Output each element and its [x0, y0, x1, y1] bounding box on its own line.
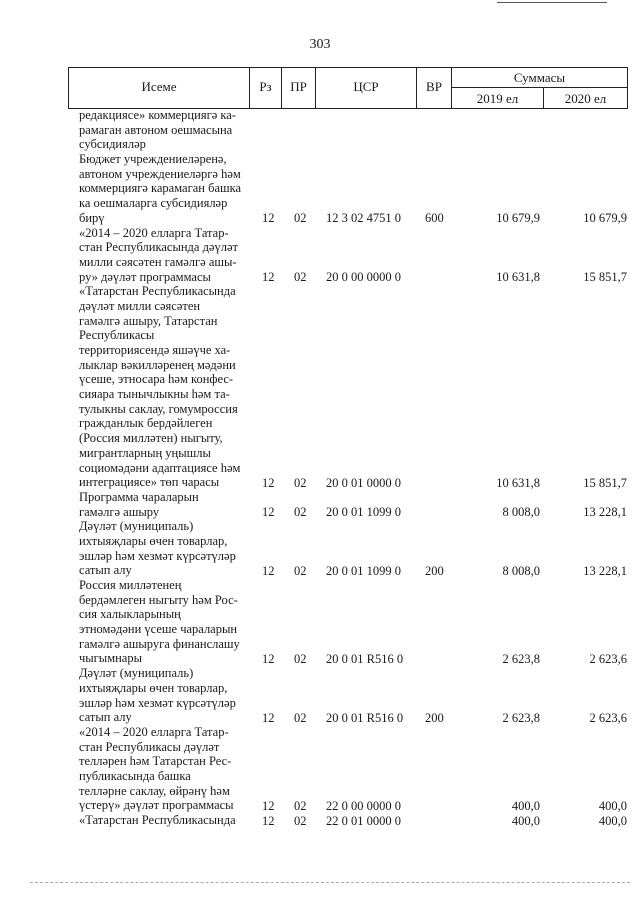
- item-name-line: субсидияләр: [79, 137, 146, 152]
- item-name-line: сатып алу: [79, 563, 132, 578]
- item-name-line: тулыкны саклау, гомумроссия: [79, 401, 238, 416]
- item-name-line: интеграциясе» төп чарасы: [79, 475, 220, 490]
- item-name-line: «2014 – 2020 елларга Татар-: [79, 225, 229, 240]
- cell-sum-2019: 10 631,8: [496, 475, 540, 490]
- cell-vr: 600: [425, 210, 444, 225]
- item-name-line: чыгымнары: [79, 651, 143, 666]
- item-name-line: Программа чараларын: [79, 489, 199, 504]
- table-row: [0, 211, 640, 226]
- header-rz: Рз: [259, 79, 272, 94]
- item-name-line: редакциясе» коммерциягә ка-: [79, 108, 236, 122]
- table-header: [68, 67, 628, 109]
- cell-pr: 02: [294, 504, 307, 519]
- table-row: [0, 652, 640, 667]
- cell-csr: 20 0 01 1099 0: [326, 563, 401, 578]
- cell-vr: 200: [425, 563, 444, 578]
- header-vr: ВР: [426, 79, 442, 94]
- cell-pr: 02: [294, 813, 307, 828]
- table-row: [0, 711, 640, 726]
- item-name-line: телләрне саклау, өйрәнү һәм: [79, 783, 230, 798]
- bottom-rule: [30, 882, 630, 884]
- cell-sum-2019: 8 008,0: [502, 504, 540, 519]
- cell-rz: 12: [262, 798, 275, 813]
- item-name-line: мигрантларның уңышлы: [79, 445, 211, 460]
- item-name-line: стан Республикасында дәүләт: [79, 240, 238, 255]
- cell-rz: 12: [262, 813, 275, 828]
- item-name-line: сатып алу: [79, 710, 132, 725]
- item-name-line: үсеше, этносара һәм конфес-: [79, 372, 234, 387]
- table-row: [0, 814, 640, 829]
- item-name-line: «2014 – 2020 елларга Татар-: [79, 724, 229, 739]
- cell-pr: 02: [294, 269, 307, 284]
- cell-sum-2020: 400,0: [598, 813, 627, 828]
- item-name-line: гражданлык бердәйлеген: [79, 416, 213, 431]
- header-csr: ЦСР: [353, 79, 379, 94]
- cell-pr: 02: [294, 563, 307, 578]
- item-name-line: бердәмлеген ныгыту һәм Рос-: [79, 592, 238, 607]
- cell-sum-2019: 400,0: [511, 798, 540, 813]
- item-name-line: сияара тынычлыкны һәм та-: [79, 387, 230, 402]
- item-name-line: автоном учреждениеләргә һәм: [79, 166, 241, 181]
- table-row: [0, 505, 640, 520]
- item-name-line: эшләр һәм хезмәт күрсәтүләр: [79, 695, 236, 710]
- item-name-line: ка оешмаларга субсидияләр: [79, 196, 228, 211]
- item-name-line: коммерциягә карамаган башка: [79, 181, 242, 196]
- cell-rz: 12: [262, 504, 275, 519]
- cell-sum-2019: 2 623,8: [502, 710, 540, 725]
- item-name-line: этномәдәни үсеше чараларын: [79, 622, 238, 637]
- item-name-line: социомәдәни адаптациясе һәм: [79, 460, 241, 475]
- cell-csr: 22 0 01 0000 0: [326, 813, 401, 828]
- cell-rz: 12: [262, 710, 275, 725]
- table-row: [0, 799, 640, 814]
- cell-sum-2019: 8 008,0: [502, 563, 540, 578]
- item-name-line: эшләр һәм хезмәт күрсәтүләр: [79, 548, 236, 563]
- cell-sum-2019: 400,0: [511, 813, 540, 828]
- cell-csr: 22 0 00 0000 0: [326, 798, 401, 813]
- item-name-line: дәүләт милли сәясәтен: [79, 298, 201, 313]
- cell-csr: 20 0 01 0000 0: [326, 475, 401, 490]
- item-name-line: «Татарстан Республикасында: [79, 284, 236, 299]
- header-2020: 2020 ел: [564, 91, 607, 106]
- cell-rz: 12: [262, 651, 275, 666]
- cell-vr: 200: [425, 710, 444, 725]
- cell-sum-2020: 10 679,9: [583, 210, 627, 225]
- item-name-line: телләрен һәм Татарстан Рес-: [79, 754, 232, 769]
- cell-sum-2020: 2 623,6: [589, 710, 627, 725]
- cell-sum-2020: 400,0: [598, 798, 627, 813]
- cell-sum-2020: 13 228,1: [583, 563, 627, 578]
- table-row: [0, 270, 640, 285]
- cell-pr: 02: [294, 710, 307, 725]
- item-name-line: рамаган автоном оешмасына: [79, 122, 233, 137]
- item-name-line: Дәүләт (муниципаль): [79, 666, 194, 681]
- cell-pr: 02: [294, 475, 307, 490]
- cell-csr: 20 0 01 R516 0: [326, 651, 404, 666]
- cell-sum-2020: 13 228,1: [583, 504, 627, 519]
- item-name-line: гамәлгә ашыруга финанслашу: [79, 636, 240, 651]
- item-name-line: территориясендә яшәүче ха-: [79, 343, 231, 357]
- cell-sum-2020: 15 851,7: [583, 475, 627, 490]
- cell-rz: 12: [262, 563, 275, 578]
- item-name-line: лыклар вәкилләренең мәдәни: [79, 357, 236, 372]
- cell-rz: 12: [262, 210, 275, 225]
- cell-pr: 02: [294, 210, 307, 225]
- page-number: 303: [309, 37, 331, 52]
- item-name-line: бирү: [79, 210, 105, 225]
- item-name-line: үстерү» дәүләт программасы: [79, 798, 234, 813]
- item-name-line: сия халыкларының: [79, 607, 181, 622]
- item-name-line: ру» дәүләт программасы: [79, 269, 211, 284]
- header-2019: 2019 ел: [476, 91, 519, 106]
- item-name-line: публикасында башка: [79, 768, 191, 783]
- item-name-line: милли сәясәтен гамәлгә ашы-: [79, 254, 237, 269]
- cell-sum-2020: 2 623,6: [589, 651, 627, 666]
- header-name: Исеме: [141, 79, 177, 94]
- item-name-line: стан Республикасы дәүләт: [79, 739, 220, 754]
- item-name-line: Бюджет учреждениеләренә,: [79, 152, 227, 167]
- cell-sum-2019: 2 623,8: [502, 651, 540, 666]
- cell-pr: 02: [294, 798, 307, 813]
- cell-csr: 20 0 00 0000 0: [326, 269, 401, 284]
- cell-rz: 12: [262, 475, 275, 490]
- header-pr: ПР: [290, 79, 307, 94]
- cell-csr: 12 3 02 4751 0: [326, 210, 401, 225]
- item-name-line: Россия милләтенең: [79, 578, 182, 592]
- cell-sum-2019: 10 631,8: [496, 269, 540, 284]
- cell-sum-2020: 15 851,7: [583, 269, 627, 284]
- header-sums: Суммасы: [513, 70, 566, 85]
- item-name-line: Дәүләт (муниципаль): [79, 519, 194, 534]
- item-name-line: Республикасы: [79, 328, 155, 343]
- cell-pr: 02: [294, 651, 307, 666]
- top-rule: [497, 2, 607, 3]
- cell-csr: 20 0 01 1099 0: [326, 504, 401, 519]
- table-row: [0, 476, 640, 491]
- item-name-line: ихтыяҗлары өчен товарлар,: [79, 533, 228, 548]
- table-row: [0, 564, 640, 579]
- item-name-line: «Татарстан Республикасында: [79, 813, 236, 827]
- cell-sum-2019: 10 679,9: [496, 210, 540, 225]
- cell-rz: 12: [262, 269, 275, 284]
- item-name-line: (Россия милләтен) ныгыту,: [79, 431, 223, 446]
- cell-csr: 20 0 01 R516 0: [326, 710, 404, 725]
- item-name-line: ихтыяҗлары өчен товарлар,: [79, 680, 228, 695]
- item-name-line: гамәлгә ашыру: [79, 504, 160, 519]
- item-name-line: гамәлгә ашыру, Татарстан: [79, 313, 218, 328]
